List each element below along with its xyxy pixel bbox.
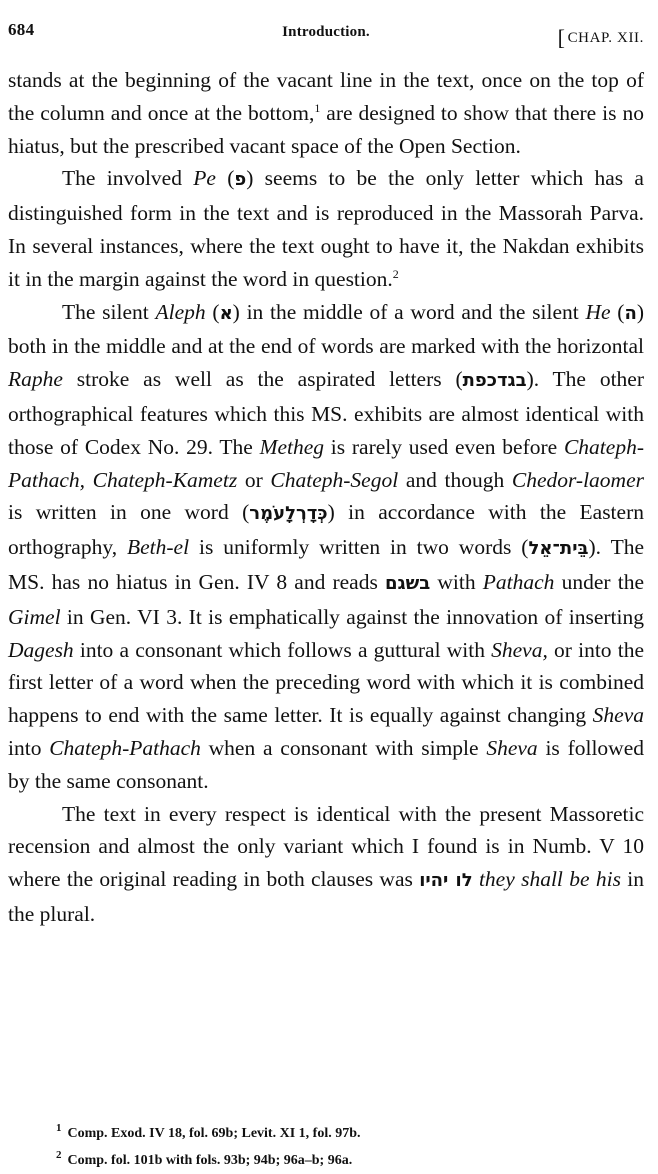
footnote-mark: 2 <box>56 1149 62 1162</box>
text-run: is followed by the same consonant. <box>8 735 644 793</box>
text-run: is uniformly written in two words ( <box>189 535 529 560</box>
footnote-text: Comp. fol. 101b with fols. 93b; 94b; 96a–b; 96a. <box>67 1153 353 1168</box>
hebrew-chedor-laomer: כְּדָרְלָעֹמֶר <box>249 503 328 525</box>
term-chateph-pathach: Chateph-Pathach <box>49 735 201 760</box>
text-run: ) seems to be the only letter which has a distinguished form in the text and is reproduced in the Massorah Parva. In several instances, where the text ought to have it, the Nakdan exhibits it in the margin against the word in question. <box>8 166 644 291</box>
hebrew-beth-el: בֵּית־אֵל <box>528 538 589 560</box>
footnote-1 <box>56 1120 361 1147</box>
text-run: into a consonant which follows a guttural with <box>73 637 492 662</box>
text-run: ( <box>215 166 235 191</box>
text-run: in the plural. <box>8 867 644 926</box>
term-beth-el: Beth-el <box>127 535 190 560</box>
running-head <box>8 0 644 64</box>
text-run: ( <box>610 299 625 324</box>
footnote-ref-2: 2 <box>392 266 399 281</box>
term-aleph: Aleph <box>155 299 206 324</box>
text-run: ) both in the middle and at the end of words are marked with the horizontal <box>8 299 644 359</box>
text-run: ). The other orthographical features which this MS. exhibits are almost identical with those of Codex No. 29. The <box>8 367 644 459</box>
chapter-mark <box>558 22 644 48</box>
text-run: ) in accordance with the Eastern orthography, <box>8 500 644 560</box>
hebrew-aspirated-letters: בגדכפת <box>462 370 527 392</box>
hebrew-beshaggam: בשגם <box>385 572 431 594</box>
text-run: The involved <box>62 166 194 191</box>
hebrew-pe: פ <box>234 169 247 191</box>
paragraph-3 <box>8 296 644 798</box>
chapter-label: CHAP. XII. <box>567 30 644 46</box>
term-chateph-segol: Chateph-Segol <box>270 467 399 492</box>
text-run: is written in one word ( <box>8 500 250 525</box>
term-pe: Pe <box>193 166 216 191</box>
text-run: and though <box>398 467 512 492</box>
text-run: ) in the middle of a word and the silent <box>232 299 586 324</box>
term-sheva: Sheva <box>486 735 538 760</box>
text-run: The silent <box>62 299 156 324</box>
footnote-ref-1: 1 <box>314 100 321 115</box>
paragraph-1 <box>8 64 644 162</box>
footnotes <box>56 1120 361 1174</box>
hebrew-he: ה <box>624 302 637 324</box>
term-pathach: Pathach <box>482 569 555 594</box>
text-run: when a consonant with simple <box>200 735 487 760</box>
term-chateph-pathach: Chateph-Pathach, <box>8 434 644 492</box>
term-dagesh: Dagesh <box>8 637 74 662</box>
text-run: is rarely used even before <box>324 434 564 459</box>
hebrew-lo-yihyu: לו יהיו <box>419 870 473 892</box>
footnote-mark: 1 <box>56 1122 62 1135</box>
text-run: under the <box>554 569 644 594</box>
paragraph-2 <box>8 162 644 295</box>
text-run: The text in every respect is identical with the present Massoretic recension and almost the only variant which I found is in Numb. V 10 where the original reading in both clauses was <box>8 801 644 892</box>
term-sheva: Sheva <box>592 703 644 728</box>
term-chateph-kametz: Chateph-Kametz <box>92 467 238 492</box>
hebrew-aleph: א <box>219 302 233 324</box>
translation-phrase: they shall be his <box>478 867 621 892</box>
term-chedor-laomer: Chedor-laomer <box>511 467 644 492</box>
term-metheg: Metheg <box>259 434 325 459</box>
text-run: ( <box>205 299 220 324</box>
running-title: Introduction. <box>282 24 370 40</box>
paragraph-1-tail: are designed to show that there is no hiatus, but the prescribed vacant space of the Open Section. <box>8 100 644 158</box>
footnote-text: Comp. Exod. IV 18, fol. 69b; Levit. XI 1, fol. 97b. <box>67 1126 361 1141</box>
text-run <box>85 468 93 492</box>
term-raphe: Raphe <box>8 367 63 392</box>
chapter-bracket: [ <box>557 25 566 50</box>
paragraph-1-text: stands at the beginning of the vacant line in the text, once on the top of the column and once at the bottom, <box>8 68 644 125</box>
text-run: or <box>237 467 271 492</box>
text-run: ). The MS. has no hiatus in Gen. IV 8 and reads <box>8 535 644 594</box>
text-run: in Gen. VI 3. It is emphatically against the innovation of inserting <box>60 604 644 629</box>
footnote-2 <box>56 1147 361 1174</box>
text-run: with <box>430 569 483 594</box>
text-run: into <box>8 735 50 760</box>
text-run: or into the first letter of a word when the preceding word with which it is combined happens to end with the same letter. It is equally against changing <box>8 637 644 728</box>
page-number: 684 <box>8 20 35 39</box>
text-run: stroke as well as the aspirated letters ( <box>62 367 463 392</box>
term-he: He <box>585 299 611 324</box>
paragraph-4 <box>8 798 644 931</box>
body-text <box>8 64 644 931</box>
term-gimel: Gimel <box>8 604 61 629</box>
term-sheva: Sheva, <box>491 637 548 662</box>
